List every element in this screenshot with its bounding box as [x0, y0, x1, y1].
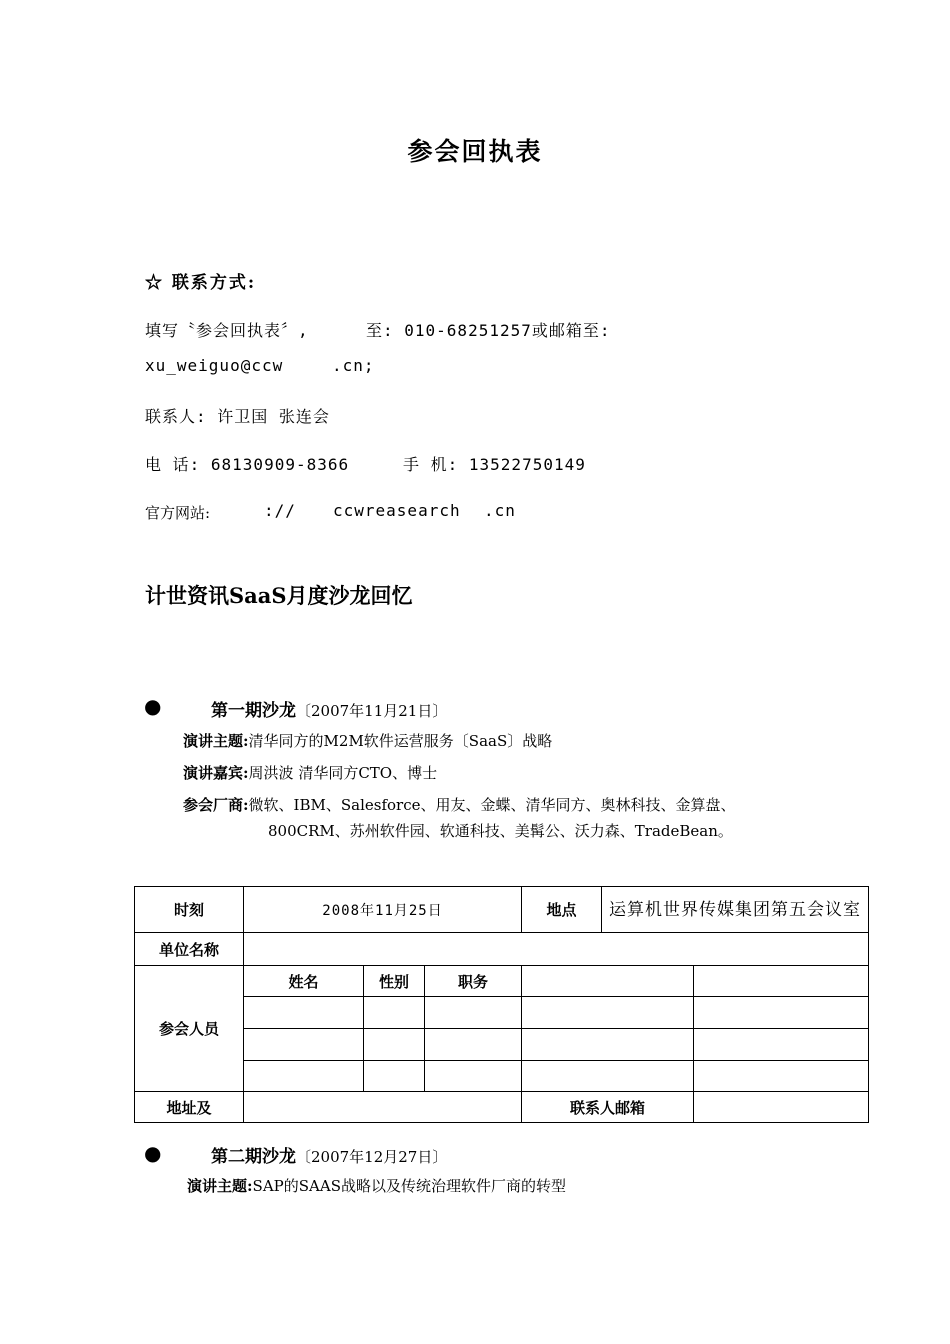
salon2-topic-text: SAP的SAAS战略以及传统治理软件厂商的转型 [252, 1177, 566, 1195]
salon1-heading [211, 696, 447, 721]
contact-mobile: 手 机: 13522750149 [403, 455, 586, 474]
salon2-topic-label: 演讲主题: [187, 1177, 253, 1195]
salon1-topic-text: 清华同方的M2M软件运营服务〔SaaS〕战略 [248, 732, 553, 750]
salon1-speaker-label: 演讲嘉宾: [183, 764, 249, 782]
salon1-topic [183, 730, 552, 751]
form-row-org [135, 933, 869, 966]
form-row-time [135, 887, 869, 933]
email-label: 联系人邮箱 [522, 1092, 694, 1123]
attendee-extra-cell[interactable] [522, 1029, 694, 1061]
contact-people: 联系人: 许卫国 张连会 [145, 407, 330, 426]
attendee-extra-cell[interactable] [694, 1029, 869, 1061]
attendee-gender-cell[interactable] [364, 997, 425, 1029]
attendees-label: 参会人员 [135, 966, 244, 1092]
attendee-name-cell[interactable] [244, 997, 364, 1029]
email-input[interactable] [694, 1092, 869, 1123]
salon1-bullet: ● [144, 694, 162, 718]
salon1-vendors [183, 794, 735, 815]
salon1-speaker [183, 762, 437, 783]
contact-line-1b: 至: 010-68251257或邮箱至: [366, 321, 611, 340]
place-value[interactable]: 运算机世界传媒集团第五会议室 [602, 887, 869, 933]
form-row-address [135, 1092, 869, 1123]
org-label: 单位名称 [135, 933, 244, 966]
salon2-bullet: ● [144, 1141, 162, 1165]
salon1-speaker-text: 周洪波 清华同方CTO、博士 [248, 764, 438, 782]
salon2-date: 〔2007年12月27日〕 [296, 1148, 448, 1166]
col-name-header: 姓名 [244, 966, 364, 997]
attendee-title-cell[interactable] [425, 997, 522, 1029]
salon2-topic [187, 1175, 566, 1196]
attendee-extra-cell[interactable] [694, 997, 869, 1029]
attendee-extra-cell[interactable] [522, 966, 694, 997]
contact-phone: 电 话: 68130909-8366 [145, 455, 350, 474]
col-gender-header: 性别 [364, 966, 425, 997]
website-part-c: .cn [484, 501, 516, 520]
time-label: 时刻 [135, 887, 244, 933]
time-value[interactable]: 2008年11月25日 [244, 887, 522, 933]
col-title-header: 职务 [425, 966, 522, 997]
website-part-a: :// [264, 501, 296, 520]
attendee-row [135, 997, 869, 1029]
registration-form-table [134, 886, 869, 1123]
salon1-vendors-text-2: 800CRM、苏州软件园、软通科技、美髯公、沃力森、TradeBean。 [268, 822, 733, 840]
contact-heading: ☆ 联系方式: [145, 273, 257, 293]
attendee-extra-cell[interactable] [522, 997, 694, 1029]
org-input[interactable] [244, 933, 869, 966]
attendee-extra-cell[interactable] [522, 1061, 694, 1092]
attendee-title-cell[interactable] [425, 1029, 522, 1061]
salon1-topic-label: 演讲主题: [183, 732, 249, 750]
address-label: 地址及 [135, 1092, 244, 1123]
salon1-title: 第一期沙龙 [211, 701, 296, 721]
page-title: 参会回执表 [407, 137, 543, 166]
attendee-title-cell[interactable] [425, 1061, 522, 1092]
attendee-row [135, 1061, 869, 1092]
attendee-extra-cell[interactable] [694, 966, 869, 997]
section-heading: 计世资讯SaaS月度沙龙回忆 [145, 583, 413, 608]
salon1-date: 〔2007年11月21日〕 [296, 702, 448, 720]
salon1-vendors-label: 参会厂商: [183, 796, 249, 814]
contact-line-1a: 填写〝参会回执表〞, [145, 321, 309, 340]
attendee-gender-cell[interactable] [364, 1029, 425, 1061]
contact-email-a: xu_weiguo@ccw [145, 356, 284, 375]
address-input[interactable] [244, 1092, 522, 1123]
website-label: 官方网站: [145, 504, 211, 522]
form-row-attendee-header [135, 966, 869, 997]
salon1-vendors-text-1: 微软、IBM、Salesforce、用友、金蝶、清华同方、奥林科技、金算盘、 [248, 796, 736, 814]
place-label: 地点 [522, 887, 602, 933]
attendee-name-cell[interactable] [244, 1061, 364, 1092]
attendee-gender-cell[interactable] [364, 1061, 425, 1092]
attendee-extra-cell[interactable] [694, 1061, 869, 1092]
attendee-row [135, 1029, 869, 1061]
salon2-heading [211, 1142, 447, 1167]
salon2-title: 第二期沙龙 [211, 1147, 296, 1167]
contact-email-b: .cn; [332, 356, 375, 375]
attendee-name-cell[interactable] [244, 1029, 364, 1061]
website-part-b: ccwreasearch [333, 501, 461, 520]
